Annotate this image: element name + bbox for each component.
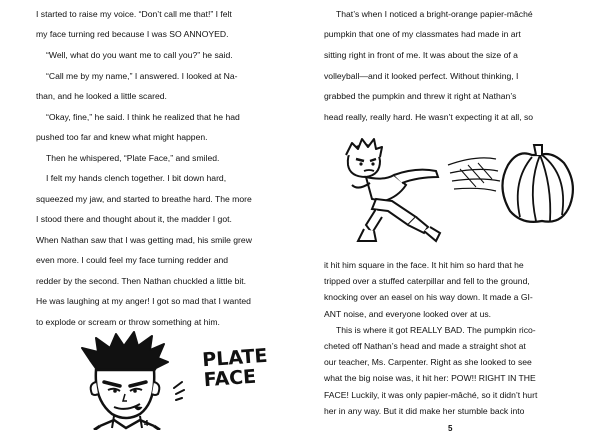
left-line-16: to explode or scream or throw something at him. — [36, 317, 220, 327]
right-line-4: volleyball—and it looked perfect. Without thinking, I — [324, 71, 519, 81]
left-line-2: my face turning red because I was SO ANNOYED. — [36, 29, 229, 39]
pumpkin-throw-illustration — [336, 125, 576, 245]
left-line-9: I felt my hands clench together. I bit down hard, — [46, 173, 227, 183]
left-line-11: I stood there and thought about it, the madder I got. — [36, 214, 232, 224]
left-line-13: even more. I could feel my face turning redder and — [36, 255, 229, 265]
right-line-9: knocking over an easel on his way down. It made a GI- — [324, 292, 533, 303]
right-line-8: tripped over a stuffed caterpillar and fell to the ground, — [324, 276, 530, 287]
left-line-10: squeezed my jaw, and started to breathe hard. The more — [36, 194, 252, 204]
left-line-14: redder by the second. Then Nathan chuckled a little bit. — [36, 276, 247, 286]
left-line-4: “Call me by my name,” I answered. I looked at Na- — [46, 71, 238, 81]
page-number-left: 4 — [144, 419, 149, 428]
left-line-1: I started to raise my voice. “Don’t call me that!” I felt — [36, 9, 232, 19]
right-line-5: grabbed the pumpkin and threw it right at Nathan’s — [324, 91, 517, 101]
right-line-12: cheted off Nathan’s head and made a straight shot at — [324, 341, 526, 351]
right-line-2: pumpkin that one of my classmates had made in art — [324, 29, 521, 39]
right-line-15: FACE! Luckily, it was only papier-mâché, so it didn’t hurt — [324, 389, 538, 400]
left-line-15: He was laughing at my anger! I got so mad that I wanted — [36, 296, 251, 306]
caption-word-plate: PLATE — [201, 344, 269, 372]
right-line-7: it hit him square in the face. It hit him so hard that he — [324, 260, 524, 270]
right-line-10: ANT noise, and everyone looked over at us. — [324, 308, 492, 319]
right-line-1: That’s when I noticed a bright-orange papier-mâché — [336, 9, 533, 19]
right-line-13: our teacher, Ms. Carpenter. Right as she looked to see — [324, 357, 532, 368]
plate-face-caption — [202, 346, 270, 390]
right-line-6: head really, really hard. He wasn’t expecting it at all, so — [324, 112, 534, 122]
left-line-8: Then he whispered, “Plate Face,” and smiled. — [46, 153, 220, 163]
left-line-3: “Well, what do you want me to call you?” he said. — [46, 50, 233, 60]
page-number-right: 5 — [448, 424, 453, 433]
left-line-7: pushed too far and knew what might happen. — [36, 132, 208, 142]
left-line-6: “Okay, fine,” he said. I think he realized that he had — [46, 112, 240, 122]
caption-word-face: FACE — [203, 365, 257, 392]
left-line-12: When Nathan saw that I was getting mad, his smile grew — [36, 235, 252, 245]
right-line-16: her in any way. But it did make her stumble back into — [324, 405, 525, 416]
right-line-14: what the big noise was, it hit her: POW!! RIGHT IN THE — [324, 373, 536, 384]
left-line-5: than, and he looked a little scared. — [36, 91, 167, 101]
right-line-11: This is where it got REALLY BAD. The pumpkin rico- — [336, 324, 536, 335]
right-line-3: sitting right in front of me. It was about the size of a — [324, 50, 518, 60]
